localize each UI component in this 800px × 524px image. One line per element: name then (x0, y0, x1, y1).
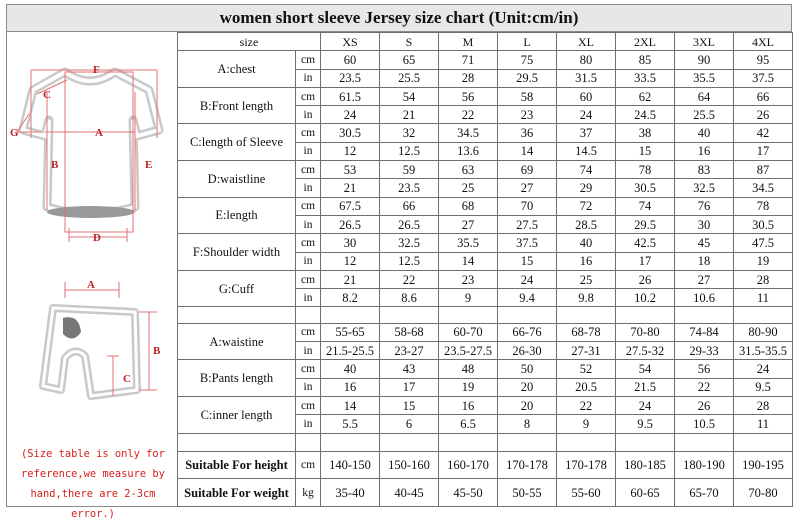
value-cell: 23-27 (380, 342, 439, 360)
value-cell: 23 (498, 106, 557, 124)
jersey-letter-b: B (51, 159, 59, 171)
measure-label: A:waistine (178, 323, 296, 360)
value-cell: 21.5 (616, 378, 675, 396)
value-cell: 9 (557, 415, 616, 433)
value-cell: 59 (380, 161, 439, 179)
value-cell: 11 (734, 415, 793, 433)
jersey-letter-e: E (145, 159, 153, 171)
weight-value: 65-70 (675, 479, 734, 507)
value-cell: 14 (321, 396, 380, 414)
value-cell: 37.5 (734, 69, 793, 87)
table-row (178, 197, 793, 215)
value-cell: 66 (734, 87, 793, 105)
value-cell: 10.2 (616, 289, 675, 307)
height-value: 170-178 (557, 451, 616, 478)
value-cell: 78 (734, 197, 793, 215)
height-value: 150-160 (380, 451, 439, 478)
value-cell: 16 (439, 396, 498, 414)
spacer-cell (498, 433, 557, 451)
pants-diagram (7, 272, 179, 432)
value-cell: 56 (439, 87, 498, 105)
value-cell: 27.5-32 (616, 342, 675, 360)
table-row (178, 33, 793, 51)
table-row (178, 479, 793, 507)
jersey-diagram (7, 32, 179, 242)
value-cell: 30.5 (734, 215, 793, 233)
value-cell: 74 (557, 161, 616, 179)
value-cell: 6 (380, 415, 439, 433)
value-cell: 52 (557, 360, 616, 378)
value-cell: 43 (380, 360, 439, 378)
value-cell: 31.5 (557, 69, 616, 87)
header-size-xl: XL (557, 33, 616, 51)
value-cell: 29-33 (675, 342, 734, 360)
measure-label: B:Pants length (178, 360, 296, 397)
value-cell: 28 (734, 270, 793, 288)
table-row (178, 51, 793, 69)
pants-letter-b: B (153, 345, 161, 357)
height-value: 170-178 (498, 451, 557, 478)
value-cell: 58 (498, 87, 557, 105)
value-cell: 83 (675, 161, 734, 179)
value-cell: 58-68 (380, 323, 439, 341)
value-cell: 54 (616, 360, 675, 378)
value-cell: 9.4 (498, 289, 557, 307)
value-cell: 27-31 (557, 342, 616, 360)
value-cell: 47.5 (734, 234, 793, 252)
value-cell: 23.5 (321, 69, 380, 87)
value-cell: 25.5 (380, 69, 439, 87)
value-cell: 33.5 (616, 69, 675, 87)
value-cell: 35.5 (439, 234, 498, 252)
value-cell: 67.5 (321, 197, 380, 215)
value-cell: 30.5 (616, 179, 675, 197)
table-row (178, 360, 793, 378)
unit-cm: cm (296, 197, 321, 215)
value-cell: 24 (321, 106, 380, 124)
value-cell: 29 (557, 179, 616, 197)
unit-cm: cm (296, 451, 321, 478)
value-cell: 22 (439, 106, 498, 124)
header-size-m: M (439, 33, 498, 51)
height-value: 190-195 (734, 451, 793, 478)
value-cell: 62 (616, 87, 675, 105)
value-cell: 14 (498, 142, 557, 160)
header-size-4xl: 4XL (734, 33, 793, 51)
value-cell: 8 (498, 415, 557, 433)
spacer-cell (296, 307, 321, 323)
value-cell: 16 (675, 142, 734, 160)
value-cell: 37.5 (498, 234, 557, 252)
value-cell: 95 (734, 51, 793, 69)
value-cell: 24.5 (616, 106, 675, 124)
spacer-cell (321, 307, 380, 323)
value-cell: 40 (557, 234, 616, 252)
value-cell: 21 (380, 106, 439, 124)
value-cell: 22 (557, 396, 616, 414)
value-cell: 19 (734, 252, 793, 270)
unit-cm: cm (296, 360, 321, 378)
value-cell: 6.5 (439, 415, 498, 433)
value-cell: 69 (498, 161, 557, 179)
value-cell: 72 (557, 197, 616, 215)
value-cell: 18 (675, 252, 734, 270)
unit-in: in (296, 252, 321, 270)
value-cell: 74 (616, 197, 675, 215)
value-cell: 12 (321, 252, 380, 270)
spacer-cell (380, 433, 439, 451)
unit-in: in (296, 142, 321, 160)
spacer-cell (675, 307, 734, 323)
value-cell: 23.5 (380, 179, 439, 197)
spacer-cell (557, 307, 616, 323)
measure-label: E:length (178, 197, 296, 234)
measure-label: F:Shoulder width (178, 234, 296, 271)
value-cell: 68 (439, 197, 498, 215)
unit-cm: cm (296, 161, 321, 179)
height-value: 180-185 (616, 451, 675, 478)
value-cell: 11 (734, 289, 793, 307)
table-row (178, 87, 793, 105)
value-cell: 27 (498, 179, 557, 197)
value-cell: 9.5 (734, 378, 793, 396)
value-cell: 34.5 (734, 179, 793, 197)
value-cell: 75 (498, 51, 557, 69)
value-cell: 61.5 (321, 87, 380, 105)
weight-value: 50-55 (498, 479, 557, 507)
value-cell: 40 (675, 124, 734, 142)
value-cell: 26 (734, 106, 793, 124)
value-cell: 42 (734, 124, 793, 142)
value-cell: 14 (439, 252, 498, 270)
measure-label: C:inner length (178, 396, 296, 433)
table-row (178, 124, 793, 142)
value-cell: 26.5 (380, 215, 439, 233)
header-size-s: S (380, 33, 439, 51)
spacer-cell (380, 307, 439, 323)
spacer-cell (178, 307, 296, 323)
unit-in: in (296, 179, 321, 197)
value-cell: 32.5 (380, 234, 439, 252)
jersey-letter-c: C (43, 89, 51, 101)
value-cell: 50 (498, 360, 557, 378)
value-cell: 27.5 (498, 215, 557, 233)
value-cell: 63 (439, 161, 498, 179)
value-cell: 14.5 (557, 142, 616, 160)
value-cell: 21.5-25.5 (321, 342, 380, 360)
table-row (178, 234, 793, 252)
pants-letter-c: C (123, 373, 131, 385)
value-cell: 24 (498, 270, 557, 288)
value-cell: 87 (734, 161, 793, 179)
pants-letter-a: A (87, 279, 95, 291)
table-row (178, 270, 793, 288)
value-cell: 37 (557, 124, 616, 142)
value-cell: 56 (675, 360, 734, 378)
table-row (178, 323, 793, 341)
value-cell: 29.5 (498, 69, 557, 87)
unit-cm: cm (296, 270, 321, 288)
value-cell: 53 (321, 161, 380, 179)
value-cell: 20 (498, 396, 557, 414)
size-table (177, 32, 793, 507)
value-cell: 70 (498, 197, 557, 215)
value-cell: 28.5 (557, 215, 616, 233)
value-cell: 76 (675, 197, 734, 215)
value-cell: 71 (439, 51, 498, 69)
value-cell: 80-90 (734, 323, 793, 341)
value-cell: 10.5 (675, 415, 734, 433)
unit-cm: cm (296, 323, 321, 341)
unit-cm: cm (296, 124, 321, 142)
height-value: 140-150 (321, 451, 380, 478)
spacer-cell (616, 433, 675, 451)
value-cell: 17 (734, 142, 793, 160)
spacer-cell (734, 433, 793, 451)
value-cell: 85 (616, 51, 675, 69)
value-cell: 35.5 (675, 69, 734, 87)
table-row (178, 433, 793, 451)
jersey-letter-a: A (95, 127, 103, 139)
value-cell: 66-76 (498, 323, 557, 341)
unit-kg: kg (296, 479, 321, 507)
chart-title: women short sleeve Jersey size chart (Unit:cm/in) (6, 4, 792, 32)
value-cell: 9.5 (616, 415, 675, 433)
value-cell: 24 (616, 396, 675, 414)
value-cell: 25.5 (675, 106, 734, 124)
value-cell: 12.5 (380, 252, 439, 270)
value-cell: 27 (675, 270, 734, 288)
value-cell: 10.6 (675, 289, 734, 307)
value-cell: 15 (498, 252, 557, 270)
value-cell: 16 (321, 378, 380, 396)
unit-in: in (296, 106, 321, 124)
value-cell: 38 (616, 124, 675, 142)
size-note: (Size table is only for reference,we measure by hand,there are 2-3cm error.) (21, 448, 165, 520)
spacer-cell (321, 433, 380, 451)
table-row (178, 451, 793, 478)
value-cell: 64 (675, 87, 734, 105)
value-cell: 13.6 (439, 142, 498, 160)
value-cell: 24 (734, 360, 793, 378)
value-cell: 17 (616, 252, 675, 270)
value-cell: 40 (321, 360, 380, 378)
measure-label: C:length of Sleeve (178, 124, 296, 161)
value-cell: 17 (380, 378, 439, 396)
jersey-letter-g: G (10, 127, 19, 139)
value-cell: 19 (439, 378, 498, 396)
value-cell: 45 (675, 234, 734, 252)
value-cell: 30.5 (321, 124, 380, 142)
measure-label: B:Front length (178, 87, 296, 124)
weight-value: 35-40 (321, 479, 380, 507)
value-cell: 26 (616, 270, 675, 288)
value-cell: 20 (498, 378, 557, 396)
value-cell: 36 (498, 124, 557, 142)
value-cell: 12.5 (380, 142, 439, 160)
unit-in: in (296, 215, 321, 233)
header-size-xs: XS (321, 33, 380, 51)
value-cell: 21 (321, 179, 380, 197)
value-cell: 28 (734, 396, 793, 414)
value-cell: 31.5-35.5 (734, 342, 793, 360)
value-cell: 25 (557, 270, 616, 288)
unit-in: in (296, 378, 321, 396)
value-cell: 30 (675, 215, 734, 233)
value-cell: 12 (321, 142, 380, 160)
value-cell: 26-30 (498, 342, 557, 360)
value-cell: 23.5-27.5 (439, 342, 498, 360)
unit-in: in (296, 415, 321, 433)
value-cell: 26.5 (321, 215, 380, 233)
value-cell: 22 (675, 378, 734, 396)
value-cell: 15 (616, 142, 675, 160)
header-size-2xl: 2XL (616, 33, 675, 51)
value-cell: 27 (439, 215, 498, 233)
spacer-cell (439, 433, 498, 451)
spacer-cell (498, 307, 557, 323)
value-cell: 9.8 (557, 289, 616, 307)
value-cell: 15 (380, 396, 439, 414)
jersey-letter-f: F (93, 64, 100, 76)
weight-label: Suitable For weight (178, 479, 296, 507)
value-cell: 70-80 (616, 323, 675, 341)
value-cell: 80 (557, 51, 616, 69)
value-cell: 32 (380, 124, 439, 142)
header-size-label: size (178, 33, 321, 51)
value-cell: 55-65 (321, 323, 380, 341)
spacer-cell (557, 433, 616, 451)
value-cell: 60 (321, 51, 380, 69)
value-cell: 28 (439, 69, 498, 87)
value-cell: 42.5 (616, 234, 675, 252)
value-cell: 8.2 (321, 289, 380, 307)
unit-in: in (296, 69, 321, 87)
value-cell: 24 (557, 106, 616, 124)
spacer-cell (296, 433, 321, 451)
weight-value: 70-80 (734, 479, 793, 507)
spacer-cell (178, 433, 296, 451)
value-cell: 68-78 (557, 323, 616, 341)
jersey-letter-d: D (93, 232, 101, 242)
value-cell: 60 (557, 87, 616, 105)
illustration-panel (6, 32, 178, 507)
value-cell: 26 (675, 396, 734, 414)
value-cell: 48 (439, 360, 498, 378)
value-cell: 32.5 (675, 179, 734, 197)
value-cell: 21 (321, 270, 380, 288)
table-row (178, 307, 793, 323)
unit-cm: cm (296, 234, 321, 252)
value-cell: 34.5 (439, 124, 498, 142)
value-cell: 29.5 (616, 215, 675, 233)
measure-label: D:waistline (178, 161, 296, 198)
unit-in: in (296, 289, 321, 307)
value-cell: 20.5 (557, 378, 616, 396)
unit-cm: cm (296, 87, 321, 105)
weight-value: 55-60 (557, 479, 616, 507)
value-cell: 54 (380, 87, 439, 105)
spacer-cell (734, 307, 793, 323)
value-cell: 65 (380, 51, 439, 69)
measure-label: G:Cuff (178, 270, 296, 307)
value-cell: 23 (439, 270, 498, 288)
header-size-3xl: 3XL (675, 33, 734, 51)
weight-value: 60-65 (616, 479, 675, 507)
value-cell: 25 (439, 179, 498, 197)
value-cell: 5.5 (321, 415, 380, 433)
height-label: Suitable For height (178, 451, 296, 478)
value-cell: 30 (321, 234, 380, 252)
height-value: 160-170 (439, 451, 498, 478)
measure-label: A:chest (178, 51, 296, 88)
table-row (178, 396, 793, 414)
value-cell: 66 (380, 197, 439, 215)
value-cell: 90 (675, 51, 734, 69)
value-cell: 8.6 (380, 289, 439, 307)
spacer-cell (439, 307, 498, 323)
unit-cm: cm (296, 51, 321, 69)
value-cell: 60-70 (439, 323, 498, 341)
table-row (178, 161, 793, 179)
unit-in: in (296, 342, 321, 360)
header-size-l: L (498, 33, 557, 51)
height-value: 180-190 (675, 451, 734, 478)
spacer-cell (675, 433, 734, 451)
unit-cm: cm (296, 396, 321, 414)
value-cell: 74-84 (675, 323, 734, 341)
value-cell: 22 (380, 270, 439, 288)
spacer-cell (616, 307, 675, 323)
value-cell: 16 (557, 252, 616, 270)
weight-value: 40-45 (380, 479, 439, 507)
weight-value: 45-50 (439, 479, 498, 507)
value-cell: 78 (616, 161, 675, 179)
value-cell: 9 (439, 289, 498, 307)
